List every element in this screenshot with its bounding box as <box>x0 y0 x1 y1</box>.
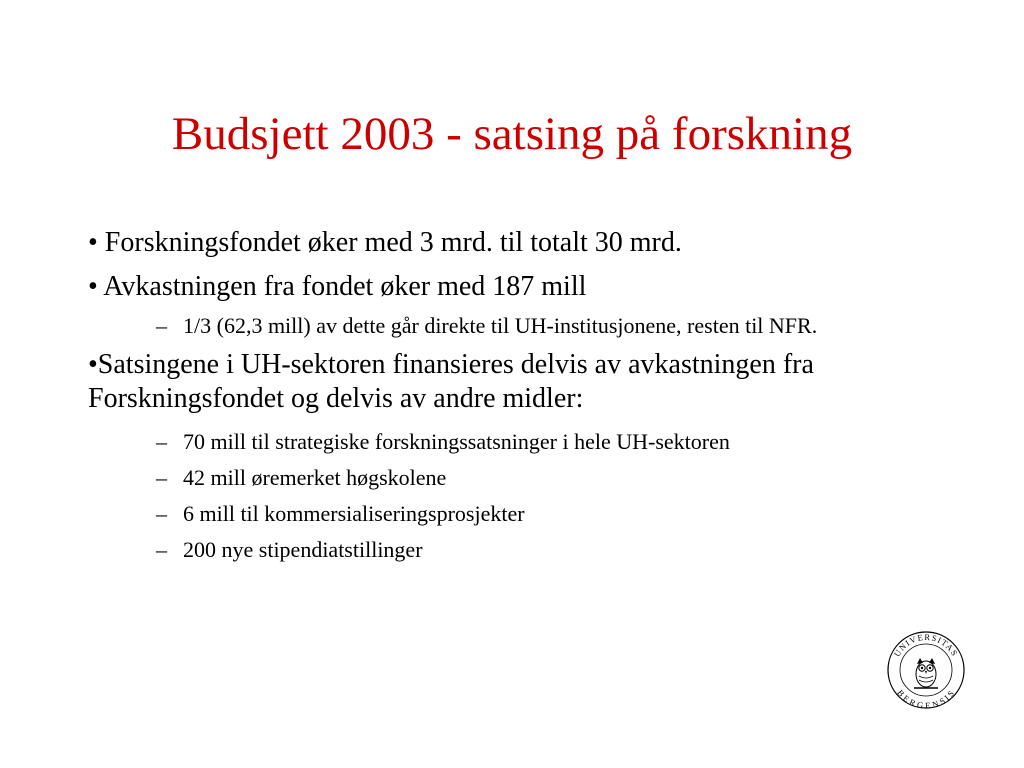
sub-bullet-3-1 <box>88 428 948 456</box>
sub-bullet-3-4 <box>88 536 948 564</box>
sub-bullet-text: 70 mill til strategiske forskningssatsninger i hele UH-sektoren <box>183 429 730 454</box>
sub-bullet-text: 200 nye stipendiatstillinger <box>183 537 423 562</box>
bullet-2: • Avkastningen fra fondet øker med 187 mill <box>88 271 587 302</box>
bullet-3: •Satsingene i UH-sektoren finansieres delvis av avkastningen fra Forskningsfondet og delvis av andre midler: <box>88 349 814 414</box>
svg-text:UNIVERSITAS <box>892 632 961 659</box>
slide-body <box>88 226 948 564</box>
sub-bullet-text: 6 mill til kommersialiseringsprosjekter <box>183 501 525 526</box>
sub-bullet-text: 42 mill øremerket høgskolene <box>183 465 447 490</box>
slide-title: Budsjett 2003 - satsing på forskning <box>171 108 853 160</box>
university-seal-graphic <box>886 630 966 710</box>
seal-bottom-text: BERGENSIS <box>895 687 957 710</box>
seal-top-text: UNIVERSITAS <box>891 631 961 659</box>
sub-bullet-3-3 <box>88 500 948 528</box>
dash-marker: – <box>156 465 167 490</box>
svg-text:BERGENSIS <box>895 688 956 710</box>
university-seal-icon <box>886 630 966 710</box>
dash-marker: – <box>156 501 167 526</box>
dash-marker: – <box>156 537 167 562</box>
dash-marker: – <box>156 429 167 454</box>
dash-marker: – <box>156 313 167 338</box>
sub-bullet-text: 1/3 (62,3 mill) av dette går direkte til UH-institusjonene, resten til NFR. <box>183 313 818 338</box>
sub-bullet-2-1 <box>88 312 948 340</box>
bullet-1: • Forskningsfondet øker med 3 mrd. til totalt 30 mrd. <box>88 227 682 258</box>
sub-bullet-3-2 <box>88 464 948 492</box>
owl-icon <box>914 658 938 688</box>
